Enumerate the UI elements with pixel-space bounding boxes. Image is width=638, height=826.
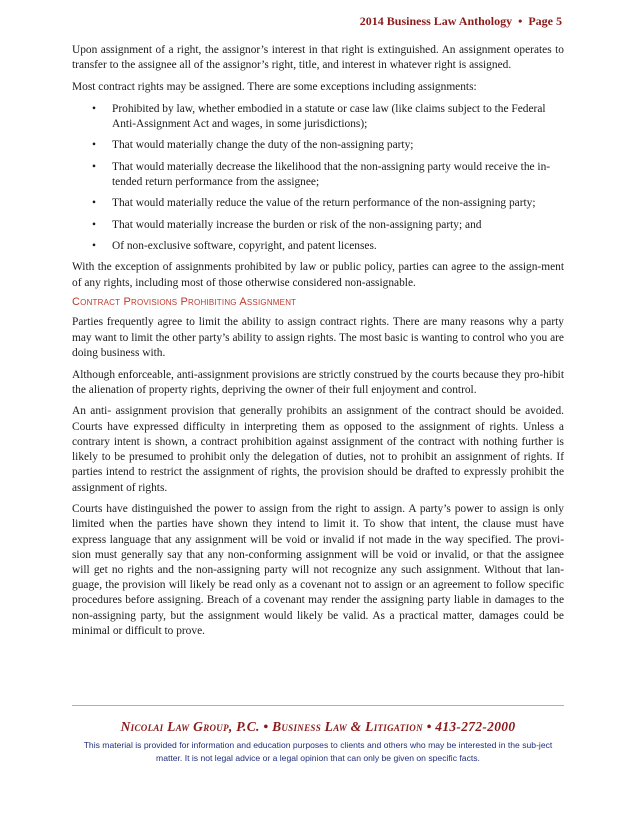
list-item-text: That would materially change the duty of the non-assigning party; bbox=[112, 139, 414, 152]
paragraph-limit-assignment: Parties frequently agree to limit the ability to assign contract rights. There are many reasons why a party may want to limit the other party’s ability to assign rights. The most basic is wanting to control who you are doing business with. bbox=[72, 316, 564, 359]
list-item-text: Of non-exclusive software, copyright, and patent licenses. bbox=[112, 239, 377, 252]
bullet-icon: • bbox=[92, 218, 96, 231]
paragraph-public-policy: With the exception of assignments prohibited by law or public policy, parties can agree to the assign-ment of any rights, including most of those otherwise considered non-assignable. bbox=[72, 261, 564, 289]
running-header bbox=[72, 14, 562, 29]
list-item bbox=[72, 196, 564, 211]
bullet-icon: • bbox=[92, 160, 96, 173]
list-item-text: Prohibited by law, whether embodied in a statute or case law (like claims subject to the Federal Anti-Assignment Act and wages, in some jurisdictions); bbox=[112, 102, 546, 130]
header-title: 2014 Business Law Anthology bbox=[359, 14, 513, 28]
section-heading: Contract Provisions Prohibiting Assignment bbox=[72, 296, 297, 309]
footer-firm-line: Nicolai Law Group, P.C. • Business Law & Litigation • 413-272-2000 bbox=[120, 719, 516, 734]
bullet-icon: • bbox=[92, 197, 96, 210]
paragraph-power-vs-right: Courts have distinguished the power to assign from the right to assign. A party’s power to assign is only limited when the parties have shown they intend to limit it. To show that intent, the clause must have express language that any assignment will be void or invalid if not made in the way specified. The provi-sion must generally say that any non-conforming assignment will be void or invalid, or that the assignee will get no rights and the non-assigning party will not recognize any such assignment. Without that lan-guage, the provision will likely be read only as a covenant not to assign or an agreement to follow specific procedures before assigning. Breach of a covenant may render the assigning party liable in damages to the non-assigning party, but the assignment would likely be valid. As a practical matter, damages could be minimal or difficult to prove. bbox=[72, 503, 564, 637]
paragraph-exceptions-intro: Most contract rights may be assigned. There are some exceptions including assignments: bbox=[72, 80, 477, 93]
exceptions-list bbox=[72, 102, 564, 255]
document-body bbox=[72, 43, 564, 646]
list-item bbox=[72, 218, 564, 233]
header-page-number: Page 5 bbox=[528, 14, 562, 28]
list-item bbox=[72, 239, 564, 254]
bullet-icon: • bbox=[92, 239, 96, 252]
list-item bbox=[72, 138, 564, 153]
list-item-text: That would materially reduce the value of the return performance of the non-assigning party; bbox=[112, 197, 536, 210]
list-item bbox=[72, 160, 564, 190]
bullet-icon: • bbox=[92, 102, 96, 115]
paragraph-strictly-construed: Although enforceable, anti-assignment provisions are strictly construed by the courts because they pro-hibit the alienation of property rights, depriving the owner of their full enjoyment and control. bbox=[72, 368, 564, 396]
header-separator: • bbox=[518, 14, 523, 28]
list-item bbox=[72, 102, 564, 132]
list-item-text: That would materially increase the burden or risk of the non-assigning party; and bbox=[112, 218, 482, 231]
list-item-text: That would materially decrease the likelihood that the non-assigning party would receive the in-tended return performance from the assignee; bbox=[112, 160, 551, 188]
paragraph-general-prohibition: An anti- assignment provision that generally prohibits an assignment of the contract should be avoided. Courts have expressed difficulty in interpreting them as opposed to the assignment of rights. Unless a contrary intent is shown, a contract prohibition against assignment of the contract with nothing further is likely to be presumed to prohibit only the delegation of duties, not to prohibit an assignment of rights. If parties intend to restrict the assignment of rights, the provision should be drafted to expressly prohibit the assignment of rights. bbox=[72, 405, 564, 494]
footer-disclaimer: This material is provided for information and education purposes to clients and others who may be interested in the sub-ject matter. It is not legal advice or a legal opinion that can only be given on specific facts. bbox=[83, 740, 553, 763]
footer-divider bbox=[72, 705, 564, 706]
bullet-icon: • bbox=[92, 139, 96, 152]
paragraph-assignment-effect: Upon assignment of a right, the assignor’s interest in that right is extinguished. An assignment operates to transfer to the assignee all of the assignor’s right, title, and interest in whatever right is assigned. bbox=[72, 44, 564, 72]
